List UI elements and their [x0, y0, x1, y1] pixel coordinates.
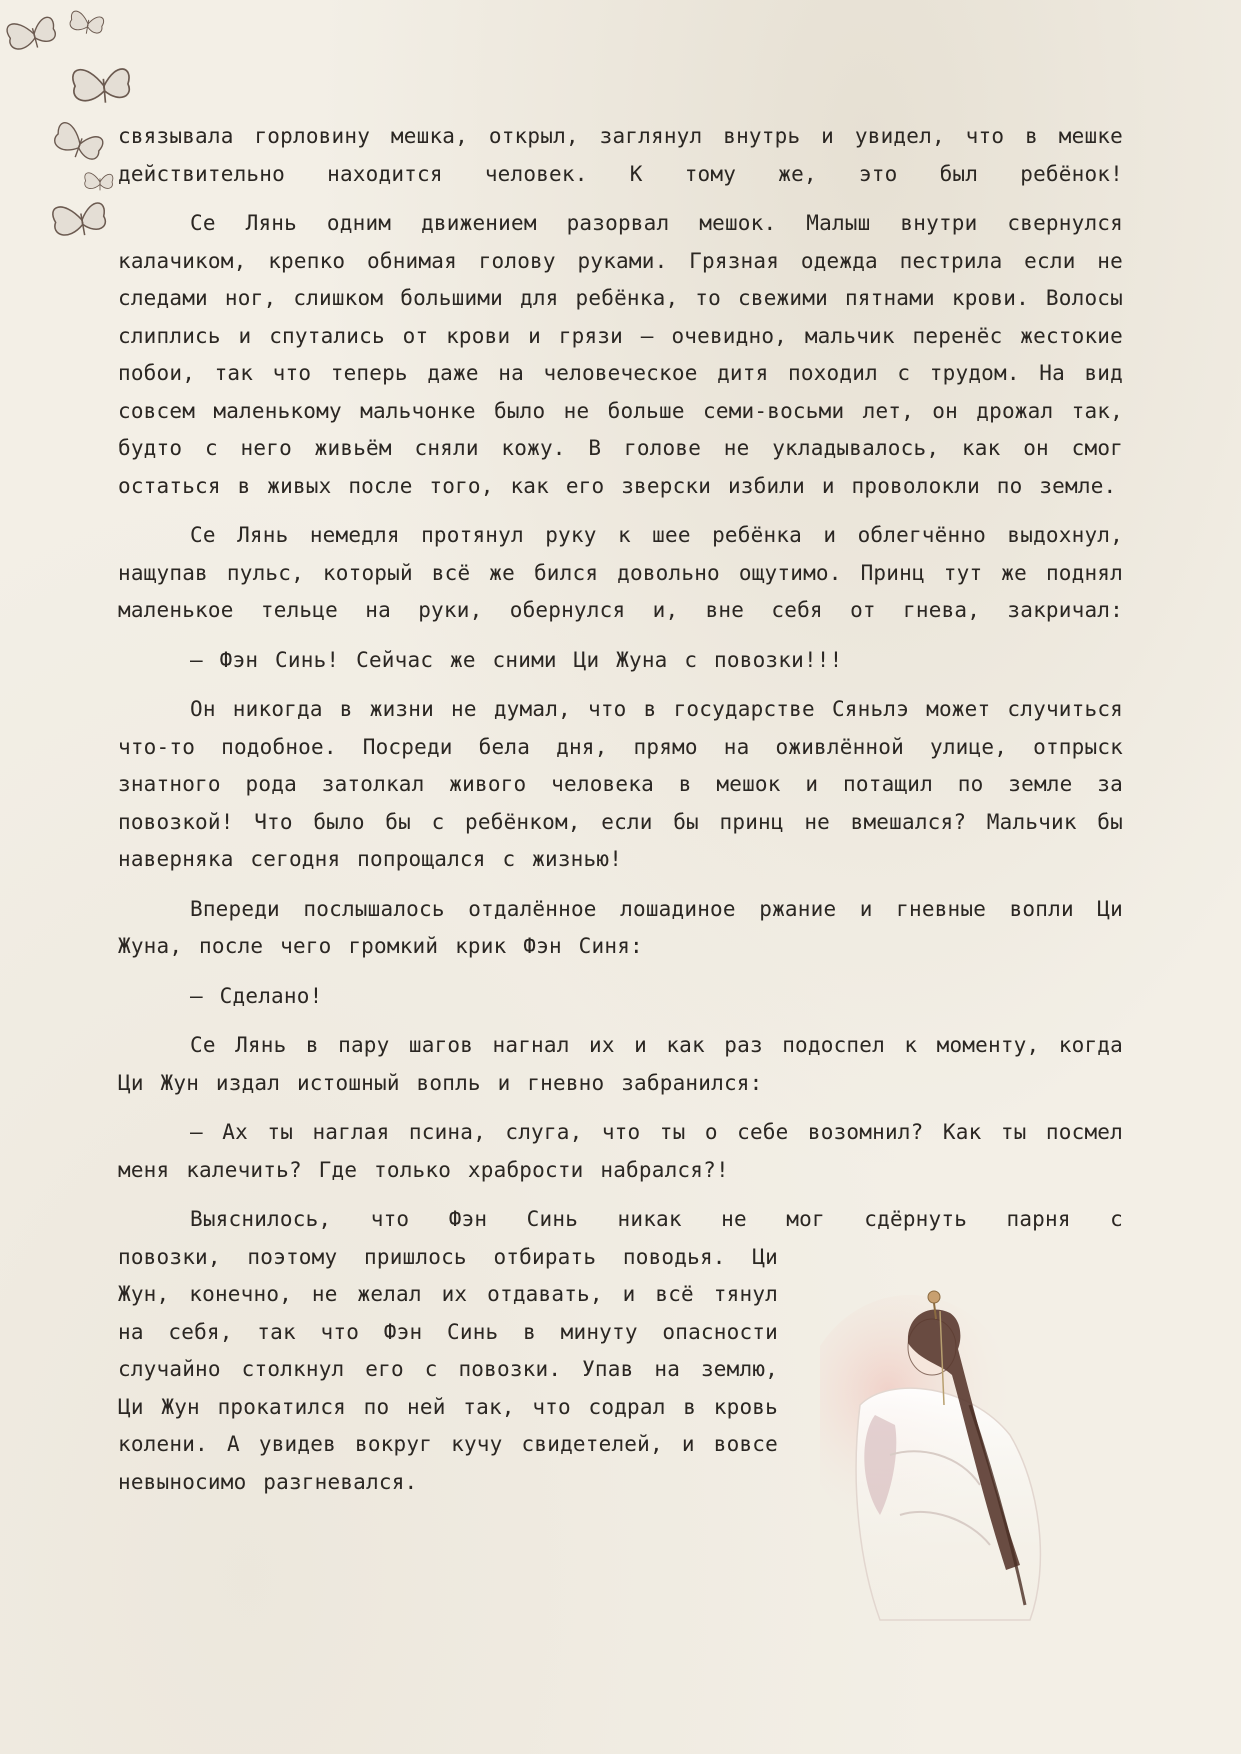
- paragraph-4: — Фэн Синь! Сейчас же сними Ци Жуна с повозки!!!: [190, 647, 843, 672]
- paragraph-3: Се Лянь немедля протянул руку к шее ребёнка и облегчённо выдохнул, нащупав пульс, который всё же бился довольно ощутимо. Принц тут же поднял маленькое тельце на руки, обернулся и, вне себя от гнева, закричал:: [118, 523, 1123, 622]
- text-body: [118, 118, 1123, 1501]
- paragraph-6: Впереди послышалось отдалённое лошадиное ржание и гневные вопли Ци Жуна, после чего громкий крик Фэн Синя:: [118, 896, 1123, 958]
- paragraph-7: — Сделано!: [190, 983, 323, 1008]
- paragraph-1: связывала горловину мешка, открыл, заглянул внутрь и увидел, что в мешке действительно находится человек. К тому же, это был ребёнок!: [118, 124, 1123, 186]
- paragraph-9: — Ах ты наглая псина, слуга, что ты о себе возомнил? Как ты посмел меня калечить? Где только храбрости набрался?!: [118, 1120, 1123, 1182]
- paragraph-5: Он никогда в жизни не думал, что в государстве Сяньлэ может случиться что-то подобное. Посреди бела дня, прямо на оживлённой улице, отпрыск знатного рода затолкал живого человека в мешок и потащил по земле за повозкой! Что было бы с ребёнком, если бы принц не вмешался? Мальчик бы наверняка сегодня попрощался с жизнью!: [118, 697, 1123, 871]
- paragraph-2: Се Лянь одним движением разорвал мешок. Малыш внутри свернулся калачиком, крепко обнимая голову руками. Грязная одежда пестрила если не следами ног, слишком большими для ребёнка, то свежими пятнами крови. Волосы слиплись и спутались от крови и грязи — очевидно, мальчик перенёс жестокие побои, так что теперь даже на человеческое дитя походил с трудом. На вид совсем маленькому мальчонке было не больше семи-восьми лет, он дрожал так, будто с него живьём сняли кожу. В голове не укладывалось, как он смог остаться в живых после того, как его зверски избили и проволокли по земле.: [118, 211, 1123, 498]
- paragraph-10: Выяснилось, что Фэн Синь никак не мог сдёрнуть парня с: [190, 1207, 1123, 1231]
- paragraph-10-continued: повозки, поэтому пришлось отбирать поводья. Ци Жун, конечно, не желал их отдавать, и всё тянул на себя, так что Фэн Синь в минуту опасности случайно столкнул его с повозки. Упав на землю, Ци Жун прокатился по ней так, что содрал в кровь колени. А увидев вокруг кучу свидетелей, и вовсе невыносимо разгневался.: [118, 1244, 778, 1494]
- paragraph-8: Се Лянь в пару шагов нагнал их и как раз подоспел к моменту, когда Ци Жун издал истошный вопль и гневно забранился:: [118, 1033, 1123, 1095]
